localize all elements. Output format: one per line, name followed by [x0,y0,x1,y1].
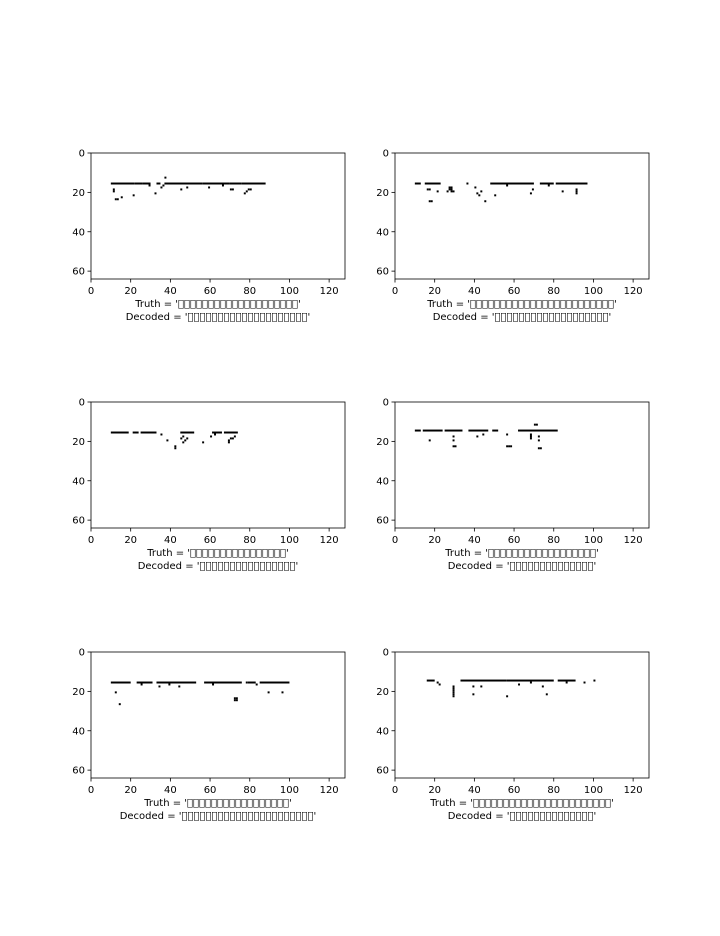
ink-pixel [506,445,508,447]
x-tick-label: 20 [124,286,138,297]
x-tick-label: 40 [164,785,177,796]
ink-pixel [453,695,455,697]
ink-pixel [182,441,184,443]
stroke-segment [141,432,157,434]
stroke-segment [242,183,266,185]
ink-pixel [256,684,258,686]
x-tick-label: 20 [124,785,138,796]
x-tick-label: 20 [428,286,442,297]
ink-pixel [158,685,160,687]
y-tick-label: 40 [376,726,389,738]
panel-5 [72,648,345,823]
y-tick-label: 40 [72,476,85,488]
plot-area [395,652,649,778]
truth-label: Truth = '􀀀􀀀􀀀􀀀􀀀􀀀􀀀􀀀􀀀􀀀􀀀􀀀􀀀􀀀􀀀􀀀' [147,548,289,559]
ink-pixel [160,186,162,188]
stroke-segment [427,680,435,682]
x-tick-label: 60 [507,785,521,796]
stroke-segment [156,682,196,684]
x-tick-label: 0 [87,286,95,297]
stroke-segment [111,183,135,185]
ink-pixel [230,188,232,190]
x-tick-label: 80 [547,535,561,546]
ink-pixel [232,437,234,439]
stroke-segment [135,183,143,185]
ink-pixel [532,188,534,190]
ink-pixel [566,682,568,684]
y-tick-label: 40 [72,227,85,239]
ink-pixel [494,194,496,196]
y-tick-label: 40 [376,476,389,488]
ink-pixel [562,190,564,192]
ink-pixel [155,192,157,194]
panel-1 [72,149,345,324]
decoded-label: Decoded = '􀀀􀀀􀀀􀀀􀀀􀀀􀀀􀀀􀀀􀀀􀀀􀀀􀀀􀀀􀀀􀀀􀀀􀀀􀀀􀀀􀀀􀀀' [119,811,317,822]
ink-pixel [282,691,284,693]
ink-pixel [439,684,441,686]
y-tick-label: 60 [72,515,85,527]
ink-pixel [453,685,455,687]
ink-pixel [447,190,449,192]
ink-pixel [230,437,232,439]
stroke-segment [143,183,151,185]
x-tick-label: 40 [164,535,177,546]
ink-pixel [228,439,230,441]
ink-pixel [234,435,236,437]
x-tick-label: 40 [164,286,177,297]
y-tick-label: 20 [376,187,389,199]
y-tick-label: 0 [78,397,85,409]
ink-pixel [234,697,236,699]
ink-pixel [182,435,184,437]
stroke-segment [556,183,586,185]
ink-pixel [530,682,532,684]
ink-pixel [534,424,536,426]
y-tick-label: 0 [382,148,389,160]
ink-pixel [429,439,431,441]
ink-pixel [234,699,236,701]
ink-pixel [248,188,250,190]
ink-pixel [178,685,180,687]
truth-label: Truth = '􀀀􀀀􀀀􀀀􀀀􀀀􀀀􀀀􀀀􀀀􀀀􀀀􀀀􀀀􀀀􀀀􀀀􀀀􀀀􀀀􀀀􀀀􀀀􀀀' [427,299,617,310]
y-tick-label: 60 [376,515,389,527]
ink-pixel [246,190,248,192]
ink-pixel [453,445,455,447]
ink-pixel [437,190,439,192]
x-tick-label: 80 [243,286,257,297]
ink-pixel [506,695,508,697]
ink-pixel [584,682,586,684]
y-tick-label: 40 [72,726,85,738]
ink-pixel [530,435,532,437]
ink-pixel [115,691,117,693]
stroke-segment [490,183,534,185]
ink-pixel [212,684,214,686]
ink-pixel [474,186,476,188]
x-tick-label: 40 [468,535,481,546]
truth-label: Truth = '􀀀􀀀􀀀􀀀􀀀􀀀􀀀􀀀􀀀􀀀􀀀􀀀􀀀􀀀􀀀􀀀􀀀􀀀' [445,548,599,559]
ink-pixel [451,188,453,190]
ink-pixel [202,441,204,443]
stroke-segment [204,682,242,684]
ink-pixel [510,445,512,447]
x-tick-label: 100 [583,286,603,297]
x-tick-label: 80 [547,785,561,796]
y-tick-label: 0 [78,647,85,659]
ink-pixel [113,188,115,190]
stroke-segment [492,430,498,432]
x-tick-label: 40 [468,785,481,796]
x-tick-label: 60 [507,535,521,546]
stroke-segment [468,430,488,432]
ink-pixel [548,185,550,187]
panel-4 [376,398,649,573]
panel-2 [376,149,649,324]
decoded-label: Decoded = '􀀀􀀀􀀀􀀀􀀀􀀀􀀀􀀀􀀀􀀀􀀀􀀀􀀀􀀀􀀀􀀀􀀀􀀀􀀀' [432,312,612,323]
ink-pixel [168,684,170,686]
x-tick-label: 40 [468,286,481,297]
ink-pixel [180,437,182,439]
truth-label: Truth = '􀀀􀀀􀀀􀀀􀀀􀀀􀀀􀀀􀀀􀀀􀀀􀀀􀀀􀀀􀀀􀀀􀀀􀀀􀀀􀀀' [135,299,301,310]
ink-pixel [453,693,455,695]
y-tick-label: 60 [376,765,389,777]
ink-pixel [160,434,162,436]
plot-area [91,402,345,528]
ink-pixel [121,196,123,198]
ink-pixel [518,684,520,686]
x-tick-label: 0 [391,785,399,796]
x-tick-label: 60 [507,286,521,297]
ink-pixel [453,687,455,689]
ink-pixel [429,188,431,190]
ink-pixel [480,685,482,687]
truth-label: Truth = '􀀀􀀀􀀀􀀀􀀀􀀀􀀀􀀀􀀀􀀀􀀀􀀀􀀀􀀀􀀀􀀀􀀀􀀀􀀀􀀀􀀀􀀀􀀀' [430,798,614,809]
ink-pixel [210,435,212,437]
ink-pixel [451,186,453,188]
ink-pixel [453,691,455,693]
ink-pixel [576,190,578,192]
ink-pixel [429,200,431,202]
stroke-segment [180,432,194,434]
y-tick-label: 0 [382,397,389,409]
ink-pixel [228,441,230,443]
stroke-segment [224,432,238,434]
ink-pixel [453,435,455,437]
panel-6 [376,648,649,823]
stroke-segment [111,432,129,434]
stroke-segment [460,680,506,682]
x-tick-label: 0 [87,785,95,796]
stroke-segment [415,430,421,432]
ink-pixel [437,682,439,684]
ink-pixel [449,188,451,190]
ink-pixel [149,185,151,187]
ink-pixel [478,194,480,196]
ink-pixel [480,190,482,192]
ink-pixel [431,200,433,202]
x-tick-label: 120 [319,785,339,796]
x-tick-label: 100 [279,286,299,297]
ink-pixel [246,682,248,684]
x-tick-label: 100 [279,785,299,796]
ink-pixel [184,439,186,441]
y-tick-label: 40 [376,227,389,239]
stroke-segment [540,183,554,185]
x-tick-label: 0 [391,286,399,297]
plot-area [91,652,345,778]
x-tick-label: 60 [203,535,217,546]
ink-pixel [117,198,119,200]
ink-pixel [476,435,478,437]
ink-pixel [208,186,210,188]
ink-pixel [250,188,252,190]
x-tick-label: 80 [243,535,257,546]
x-tick-label: 0 [391,535,399,546]
x-tick-label: 20 [124,535,138,546]
x-tick-label: 80 [243,785,257,796]
y-tick-label: 20 [376,436,389,448]
panel-3 [72,398,345,573]
ink-pixel [244,192,246,194]
ink-pixel [214,434,216,436]
decoded-label: Decoded = '􀀀􀀀􀀀􀀀􀀀􀀀􀀀􀀀􀀀􀀀􀀀􀀀􀀀􀀀􀀀􀀀' [137,561,299,572]
ink-pixel [141,684,143,686]
stroke-segment [260,682,290,684]
ink-pixel [119,703,121,705]
ink-pixel [546,693,548,695]
ink-pixel [186,437,188,439]
truth-label: Truth = '􀀀􀀀􀀀􀀀􀀀􀀀􀀀􀀀􀀀􀀀􀀀􀀀􀀀􀀀􀀀􀀀􀀀' [144,798,292,809]
ink-pixel [472,693,474,695]
x-tick-label: 100 [583,785,603,796]
ink-pixel [455,445,457,447]
ink-pixel [453,689,455,691]
stroke-segment [518,430,558,432]
y-tick-label: 60 [72,266,85,278]
y-tick-label: 20 [72,187,85,199]
stroke-segment [164,183,202,185]
stroke-segment [202,183,230,185]
stroke-segment [248,682,256,684]
ink-pixel [133,194,135,196]
ink-pixel [162,185,164,187]
stroke-segment [423,430,443,432]
ink-pixel [427,188,429,190]
ink-pixel [472,685,474,687]
stroke-segment [425,183,441,185]
ink-pixel [530,192,532,194]
ink-pixel [538,447,540,449]
ink-pixel [586,183,588,185]
ink-pixel [576,192,578,194]
ink-pixel [115,198,117,200]
y-tick-label: 60 [376,266,389,278]
ink-pixel [538,439,540,441]
stroke-segment [156,183,160,185]
x-tick-label: 120 [319,535,339,546]
ink-pixel [538,435,540,437]
ink-pixel [506,434,508,436]
ink-pixel [506,185,508,187]
ink-pixel [113,190,115,192]
ink-pixel [166,439,168,441]
x-tick-label: 80 [547,286,561,297]
stroke-segment [212,432,222,434]
ink-pixel [508,445,510,447]
ink-pixel [268,691,270,693]
plot-area [395,402,649,528]
x-tick-label: 0 [87,535,95,546]
ink-pixel [449,186,451,188]
stroke-segment [111,682,131,684]
ink-pixel [180,188,182,190]
ink-pixel [536,424,538,426]
x-tick-label: 60 [203,785,217,796]
x-tick-label: 120 [319,286,339,297]
ink-pixel [593,680,595,682]
y-tick-label: 20 [376,686,389,698]
plot-area [91,153,345,279]
y-tick-label: 60 [72,765,85,777]
y-tick-label: 20 [72,436,85,448]
ink-pixel [482,434,484,436]
ink-pixel [484,200,486,202]
ink-pixel [222,185,224,187]
y-tick-label: 0 [78,148,85,160]
x-tick-label: 20 [428,535,442,546]
ink-pixel [530,434,532,436]
decoded-label: Decoded = '􀀀􀀀􀀀􀀀􀀀􀀀􀀀􀀀􀀀􀀀􀀀􀀀􀀀􀀀􀀀􀀀􀀀􀀀􀀀􀀀' [125,312,311,323]
x-tick-label: 120 [623,535,643,546]
stroke-segment [506,680,554,682]
ink-pixel [476,192,478,194]
ink-pixel [453,439,455,441]
ink-pixel [530,437,532,439]
ink-pixel [186,186,188,188]
x-tick-label: 100 [583,535,603,546]
decoded-label: Decoded = '􀀀􀀀􀀀􀀀􀀀􀀀􀀀􀀀􀀀􀀀􀀀􀀀􀀀􀀀' [447,561,597,572]
ink-pixel [453,190,455,192]
ink-pixel [236,699,238,701]
x-tick-label: 120 [623,785,643,796]
y-tick-label: 20 [72,686,85,698]
stroke-segment [415,183,421,185]
x-tick-label: 120 [623,286,643,297]
ink-pixel [542,685,544,687]
stroke-segment [558,680,576,682]
stroke-segment [137,682,153,684]
ink-pixel [174,447,176,449]
ink-pixel [174,445,176,447]
ink-pixel [232,188,234,190]
ink-pixel [540,447,542,449]
stroke-segment [133,432,139,434]
ink-pixel [466,183,468,185]
ink-pixel [236,697,238,699]
x-tick-label: 100 [279,535,299,546]
ink-pixel [576,188,578,190]
plot-area [395,153,649,279]
ink-pixel [164,177,166,179]
stroke-segment [230,183,242,185]
x-tick-label: 60 [203,286,217,297]
ink-pixel [451,190,453,192]
stroke-segment [445,430,463,432]
x-tick-label: 20 [428,785,442,796]
y-tick-label: 0 [382,647,389,659]
decoded-label: Decoded = '􀀀􀀀􀀀􀀀􀀀􀀀􀀀􀀀􀀀􀀀􀀀􀀀􀀀􀀀' [447,811,597,822]
